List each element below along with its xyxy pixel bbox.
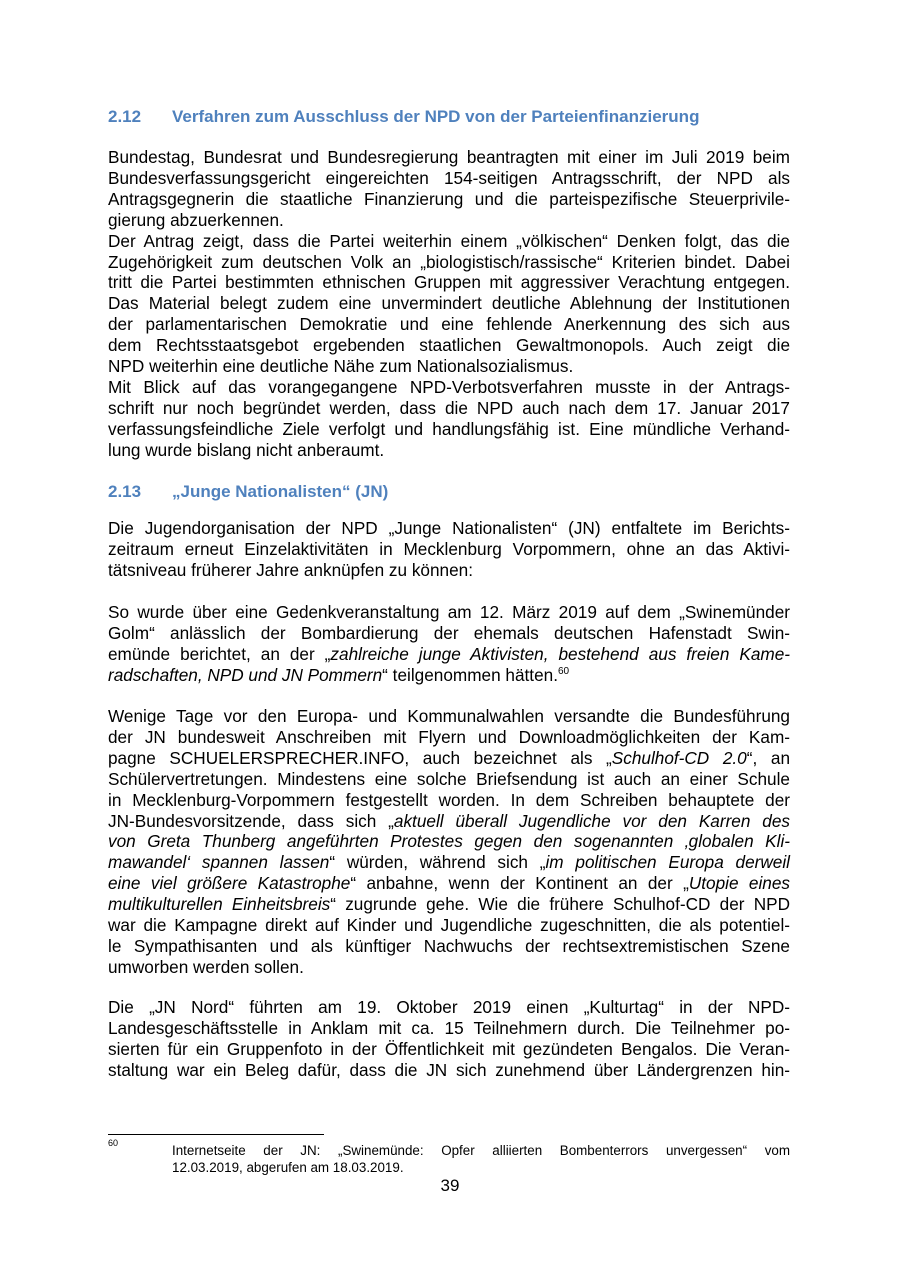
text-line: der JN bundesweit Anschreiben mit Flyern und Downloadmöglichkeiten der Kam-: [108, 726, 790, 747]
paragraph-schulhof-cd: [108, 706, 790, 978]
text-line: Internetseite der JN: „Swinemünde: Opfer alliierten Bombenterrors unvergessen“ vom: [172, 1143, 790, 1158]
text-line: Wenige Tage vor den Europa- und Kommunalwahlen versandte die Bundesführung: [108, 706, 790, 726]
text-line: pagne SCHUELERSPRECHER.INFO, auch bezeichnet als „Schulhof-CD 2.0“, an: [108, 747, 790, 768]
footnote-divider: [108, 1134, 324, 1135]
text-line: war die Kampagne direkt auf Kinder und Jugendliche zugeschnitten, die als potentiel-: [108, 915, 790, 936]
text-line: verfassungsfeindliche Ziele verfolgt und handlungsfähig ist. Eine mündliche Verhand-: [108, 418, 790, 439]
section-heading-2-12: [108, 107, 699, 127]
text-line: radschaften, NPD und JN Pommern“ teilgenommen hätten.$^{60}$: [108, 664, 570, 685]
text-line: eine viel größere Katastrophe“ anbahne, wenn der Kontinent an der „Utopie eines: [108, 873, 791, 894]
text-line: NPD weiterhin eine deutliche Nähe zum Nationalsozialismus.: [108, 356, 574, 377]
text-line: der parlamentarischen Demokratie und eine fehlende Anerkennung des sich aus: [108, 314, 790, 335]
text-line: Landesgeschäftsstelle in Anklam mit ca. 15 Teilnehmern durch. Die Teilnehmer po-: [108, 1017, 790, 1038]
text-line: Mit Blick auf das vorangegangene NPD-Verbotsverfahren musste in der Antrags-: [108, 376, 790, 397]
paragraph-gedenkveranstaltung: [108, 602, 790, 686]
text-line: sierten für ein Gruppenfoto in der Öffentlichkeit mit gezündeten Bengalos. Die Veran-: [108, 1038, 790, 1059]
text-line: Das Material belegt zudem eine unvermindert deutliche Ablehnung der Institutionen: [108, 293, 790, 314]
text-line: von Greta Thunberg angeführten Protestes gegen den sogenannten ‚globalen Kli-: [108, 831, 790, 852]
text-line: Bundesverfassungsgericht eingereichten 154-seitigen Antragsschrift, der NPD als: [108, 167, 790, 188]
text-line: Schülervertretungen. Mindestens eine solche Briefsendung ist auch an einer Schule: [108, 768, 790, 789]
text-line: Golm“ anlässlich der Bombardierung der ehemals deutschen Hafenstadt Swin-: [108, 622, 790, 643]
footnote-reference[interactable]: 60: [557, 665, 570, 677]
text-line: gierung abzuerkennen.: [108, 209, 284, 230]
footnote-number: 60: [108, 1138, 119, 1148]
section-number: 2.13: [108, 482, 142, 501]
text-line: schrift nur noch begründet werden, dass die NPD auch nach dem 17. Januar 2017: [108, 397, 790, 418]
text-line: Antragsgegnerin die staatliche Finanzierung und die parteispezifische Steuerprivile-: [108, 188, 790, 209]
paragraph-antrag: [108, 147, 790, 461]
text-line: Die Jugendorganisation der NPD „Junge Nationalisten“ (JN) entfaltete im Berichts-: [108, 518, 790, 538]
text-line: 12.03.2019, abgerufen am 18.03.2019.: [172, 1160, 404, 1175]
paragraph-kulturtag: [108, 997, 790, 1081]
text-line: staltung war ein Beleg dafür, dass die JN sich zunehmend über Ländergrenzen hin-: [108, 1059, 790, 1080]
text-line: in Mecklenburg-Vorpommern festgestellt worden. In dem Schreiben behauptete der: [108, 789, 790, 810]
text-line: le Sympathisanten und als künftiger Nachwuchs der rechtsextremistischen Szene: [108, 935, 790, 956]
text-line: mawandel‘ spannen lassen“ würden, während sich „im politischen Europa derweil: [108, 852, 790, 873]
text-line: zeitraum erneut Einzelaktivitäten in Mecklenburg Vorpommern, ohne an das Aktivi-: [108, 538, 790, 559]
section-number: 2.12: [108, 107, 142, 126]
text-line: dem Rechtsstaatsgebot ergebenden staatlichen Gewaltmonopols. Auch zeigt die: [108, 335, 790, 356]
text-line: tritt die Partei bestimmten ethnischen Gruppen mit aggressiver Verachtung entgegen.: [108, 272, 790, 293]
section-heading-2-13: [108, 482, 388, 502]
text-line: Der Antrag zeigt, dass die Partei weiterhin einem „völkischen“ Denken folgt, das die: [108, 230, 790, 251]
text-line: Die „JN Nord“ führten am 19. Oktober 2019 einen „Kulturtag“ in der NPD-: [108, 997, 790, 1017]
text-line: tätsniveau früherer Jahre anknüpfen zu können:: [108, 559, 473, 580]
text-line: umworben werden sollen.: [108, 956, 304, 977]
text-line: JN-Bundesvorsitzende, dass sich „aktuell überall Jugendliche vor den Karren des: [108, 810, 790, 831]
text-line: So wurde über eine Gedenkveranstaltung am 12. März 2019 auf dem „Swinemünder: [108, 602, 790, 622]
page-number: 39: [440, 1176, 460, 1195]
footnote-text: [172, 1142, 790, 1176]
section-title: Verfahren zum Ausschluss der NPD von der Parteienfinanzierung: [172, 107, 700, 126]
text-line: lung wurde bislang nicht anberaumt.: [108, 439, 385, 460]
text-line: Bundestag, Bundesrat und Bundesregierung beantragten mit einer im Juli 2019 beim: [108, 147, 790, 167]
paragraph-jugendorganisation: [108, 518, 790, 581]
text-line: Zugehörigkeit zum deutschen Volk an „biologistisch/rassische“ Kriterien bindet. Dabei: [108, 251, 790, 272]
text-line: multikulturellen Einheitsbreis“ zugrunde gehe. Wie die frühere Schulhof-CD der NPD: [108, 894, 791, 915]
section-title: „Junge Nationalisten“ (JN): [172, 482, 389, 501]
text-line: emünde berichtet, an der „zahlreiche junge Aktivisten, bestehend aus freien Kame-: [108, 643, 790, 664]
